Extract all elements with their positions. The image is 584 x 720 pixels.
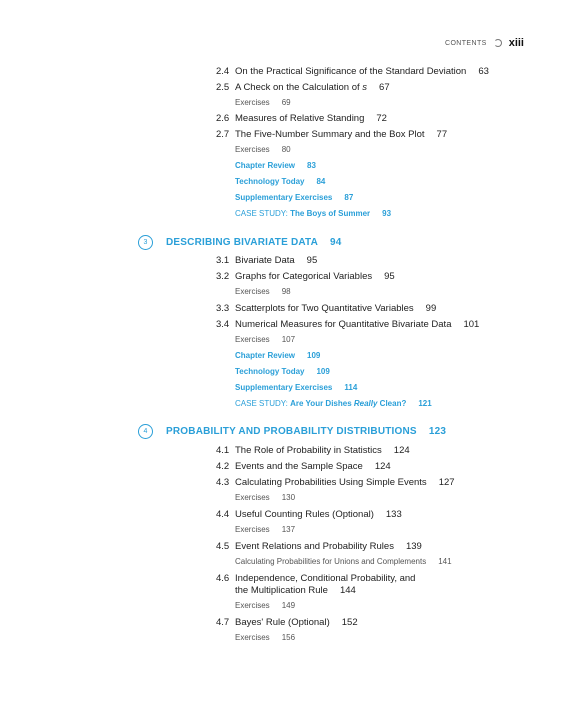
section-number: 2.5 (216, 82, 230, 93)
section-number: 4.5 (216, 541, 230, 552)
exercises-entry[interactable]: Exercises 69 (235, 98, 291, 107)
chapter-review-entry[interactable]: Chapter Review 83 (235, 161, 316, 170)
section-number: 3.4 (216, 319, 230, 330)
section-number: 4.3 (216, 477, 230, 488)
exercises-entry[interactable]: Exercises 80 (235, 145, 291, 154)
section-number: 4.4 (216, 509, 230, 520)
toc-entry[interactable]: The Five-Number Summary and the Box Plot 77 (235, 129, 448, 140)
exercises-entry[interactable]: Exercises 98 (235, 287, 291, 296)
exercises-entry[interactable]: Exercises 137 (235, 525, 296, 534)
case-study-entry[interactable]: CASE STUDY: The Boys of Summer 93 (235, 209, 392, 218)
toc-entry[interactable]: Event Relations and Probability Rules 139 (235, 541, 422, 552)
supplementary-exercises-entry[interactable]: Supplementary Exercises 114 (235, 383, 358, 392)
section-number: 3.1 (216, 255, 230, 266)
section-number: 4.6 (216, 573, 230, 584)
toc-entry[interactable]: Bivariate Data 95 (235, 255, 318, 266)
toc-entry[interactable]: On the Practical Significance of the Standard Deviation 63 (235, 66, 489, 77)
technology-today-entry[interactable]: Technology Today 84 (235, 177, 326, 186)
exercises-entry[interactable]: Exercises 149 (235, 601, 296, 610)
chapter-number-badge: 4 (138, 424, 153, 439)
half-circle-icon (494, 39, 502, 47)
section-number: 2.4 (216, 66, 230, 77)
exercises-entry[interactable]: Exercises 107 (235, 335, 296, 344)
section-number: 2.6 (216, 113, 230, 124)
toc-entry[interactable]: Numerical Measures for Quantitative Bivariate Data 101 (235, 319, 480, 330)
section-number: 4.7 (216, 617, 230, 628)
toc-entry[interactable]: Bayes' Rule (Optional) 152 (235, 617, 358, 628)
supplementary-exercises-entry[interactable]: Supplementary Exercises 87 (235, 193, 354, 202)
technology-today-entry[interactable]: Technology Today 109 (235, 367, 330, 376)
exercises-entry[interactable]: Exercises 130 (235, 493, 296, 502)
toc-entry[interactable]: Scatterplots for Two Quantitative Variables 99 (235, 303, 437, 314)
section-number: 3.3 (216, 303, 230, 314)
toc-entry-continuation[interactable]: the Multiplication Rule 144 (235, 585, 356, 596)
toc-entry[interactable]: Events and the Sample Space 124 (235, 461, 391, 472)
chapter-review-entry[interactable]: Chapter Review 109 (235, 351, 321, 360)
running-head-label: CONTENTS (445, 39, 487, 47)
section-number: 2.7 (216, 129, 230, 140)
toc-entry[interactable]: A Check on the Calculation of s 67 (235, 82, 390, 93)
toc-entry[interactable]: Independence, Conditional Probability, and (235, 573, 416, 584)
toc-entry[interactable]: The Role of Probability in Statistics 124 (235, 445, 410, 456)
subsection-entry[interactable]: Calculating Probabilities for Unions and Complements 141 (235, 557, 452, 566)
toc-entry[interactable]: Measures of Relative Standing 72 (235, 113, 387, 124)
page-number: xiii (508, 37, 524, 49)
section-number: 4.2 (216, 461, 230, 472)
section-number: 3.2 (216, 271, 230, 282)
toc-entry[interactable]: Calculating Probabilities Using Simple Events 127 (235, 477, 455, 488)
section-number: 4.1 (216, 445, 230, 456)
toc-entry[interactable]: Useful Counting Rules (Optional) 133 (235, 509, 402, 520)
toc-entry[interactable]: Graphs for Categorical Variables 95 (235, 271, 395, 282)
exercises-entry[interactable]: Exercises 156 (235, 633, 296, 642)
chapter-number-badge: 3 (138, 235, 153, 250)
chapter-title[interactable]: DESCRIBING BIVARIATE DATA 94 (166, 237, 342, 248)
chapter-title[interactable]: PROBABILITY AND PROBABILITY DISTRIBUTIONS 123 (166, 426, 447, 437)
running-head (445, 37, 524, 49)
case-study-entry[interactable]: CASE STUDY: Are Your Dishes Really Clean? 121 (235, 399, 432, 408)
